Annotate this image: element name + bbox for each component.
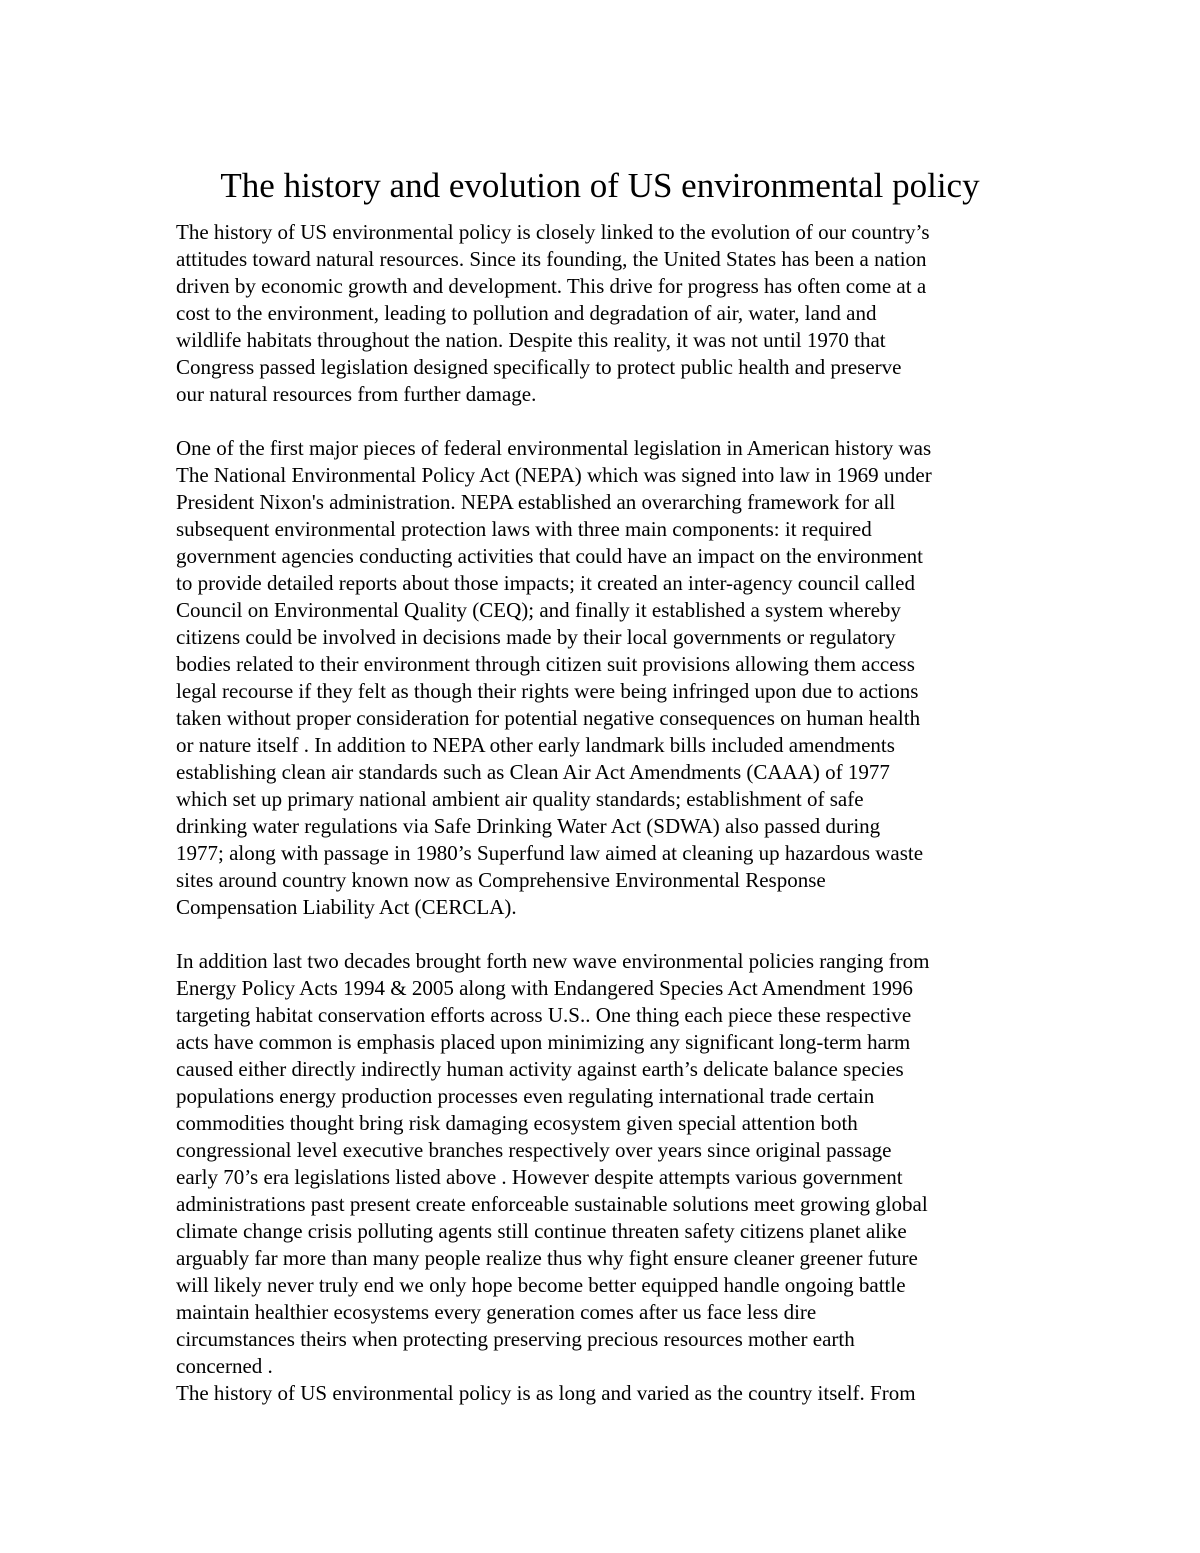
text-line: cost to the environment, leading to pollution and degradation of air, water, land and [176,301,877,325]
text-line: which set up primary national ambient air quality standards; establishment of safe [176,787,864,811]
text-line: circumstances theirs when protecting preserving precious resources mother earth [176,1327,855,1351]
text-line: taken without proper consideration for potential negative consequences on human health [176,706,921,730]
text-line: legal recourse if they felt as though their rights were being infringed upon due to actions [176,679,919,703]
text-line: Energy Policy Acts 1994 & 2005 along with Endangered Species Act Amendment 1996 [176,976,913,1000]
text-line: administrations past present create enforceable sustainable solutions meet growing global [176,1192,928,1216]
text-line: commodities thought bring risk damaging ecosystem given special attention both [176,1111,858,1135]
text-line: or nature itself . In addition to NEPA other early landmark bills included amendments [176,733,895,757]
text-line: climate change crisis polluting agents still continue threaten safety citizens planet alike [176,1219,907,1243]
document-title: The history and evolution of US environmental policy [220,166,980,205]
text-line: acts have common is emphasis placed upon minimizing any significant long-term harm [176,1030,911,1054]
text-line: targeting habitat conservation efforts across U.S.. One thing each piece these respective [176,1003,912,1027]
text-line: to provide detailed reports about those impacts; it created an inter-agency council called [176,571,915,595]
text-line: concerned . [176,1354,273,1378]
text-line: congressional level executive branches respectively over years since original passage [176,1138,892,1162]
text-line: sites around country known now as Comprehensive Environmental Response [176,868,826,892]
text-line: Compensation Liability Act (CERCLA). [176,895,517,919]
text-line: bodies related to their environment through citizen suit provisions allowing them access [176,652,915,676]
text-line: In addition last two decades brought forth new wave environmental policies ranging from [176,949,930,973]
text-line: The history of US environmental policy is closely linked to the evolution of our country’s [176,220,930,244]
text-line: 1977; along with passage in 1980’s Superfund law aimed at cleaning up hazardous waste [176,841,924,865]
text-line: subsequent environmental protection laws with three main components: it required [176,517,872,541]
text-line: maintain healthier ecosystems every generation comes after us face less dire [176,1300,817,1324]
text-line: President Nixon's administration. NEPA established an overarching framework for all [176,490,896,514]
text-line: will likely never truly end we only hope become better equipped handle ongoing battle [176,1273,906,1297]
text-line: attitudes toward natural resources. Since its founding, the United States has been a nation [176,247,927,271]
text-line: our natural resources from further damage. [176,382,537,406]
paragraph-1 [176,219,1036,408]
paragraph-gap [176,408,1036,435]
text-line: establishing clean air standards such as Clean Air Act Amendments (CAAA) of 1977 [176,760,890,784]
text-line: One of the first major pieces of federal environmental legislation in American history was [176,436,932,460]
text-line: Congress passed legislation designed specifically to protect public health and preserve [176,355,902,379]
text-line: citizens could be involved in decisions made by their local governments or regulatory [176,625,896,649]
text-line: The National Environmental Policy Act (NEPA) which was signed into law in 1969 under [176,463,932,487]
paragraph-4 [176,1380,1036,1407]
paragraph-2 [176,435,1036,921]
text-line: drinking water regulations via Safe Drinking Water Act (SDWA) also passed during [176,814,881,838]
text-line: caused either directly indirectly human activity against earth’s delicate balance species [176,1057,904,1081]
text-line: The history of US environmental policy is as long and varied as the country itself. From [176,1381,916,1405]
text-line: populations energy production processes even regulating international trade certain [176,1084,875,1108]
paragraph-gap [176,921,1036,948]
document-body [176,219,1036,1407]
text-line: early 70’s era legislations listed above . However despite attempts various government [176,1165,903,1189]
text-line: wildlife habitats throughout the nation. Despite this reality, it was not until 1970 that [176,328,886,352]
text-line: arguably far more than many people realize thus why fight ensure cleaner greener future [176,1246,918,1270]
text-line: Council on Environmental Quality (CEQ); and finally it established a system whereby [176,598,901,622]
text-line: driven by economic growth and development. This drive for progress has often come at a [176,274,927,298]
paragraph-3 [176,948,1036,1380]
text-line: government agencies conducting activities that could have an impact on the environment [176,544,924,568]
